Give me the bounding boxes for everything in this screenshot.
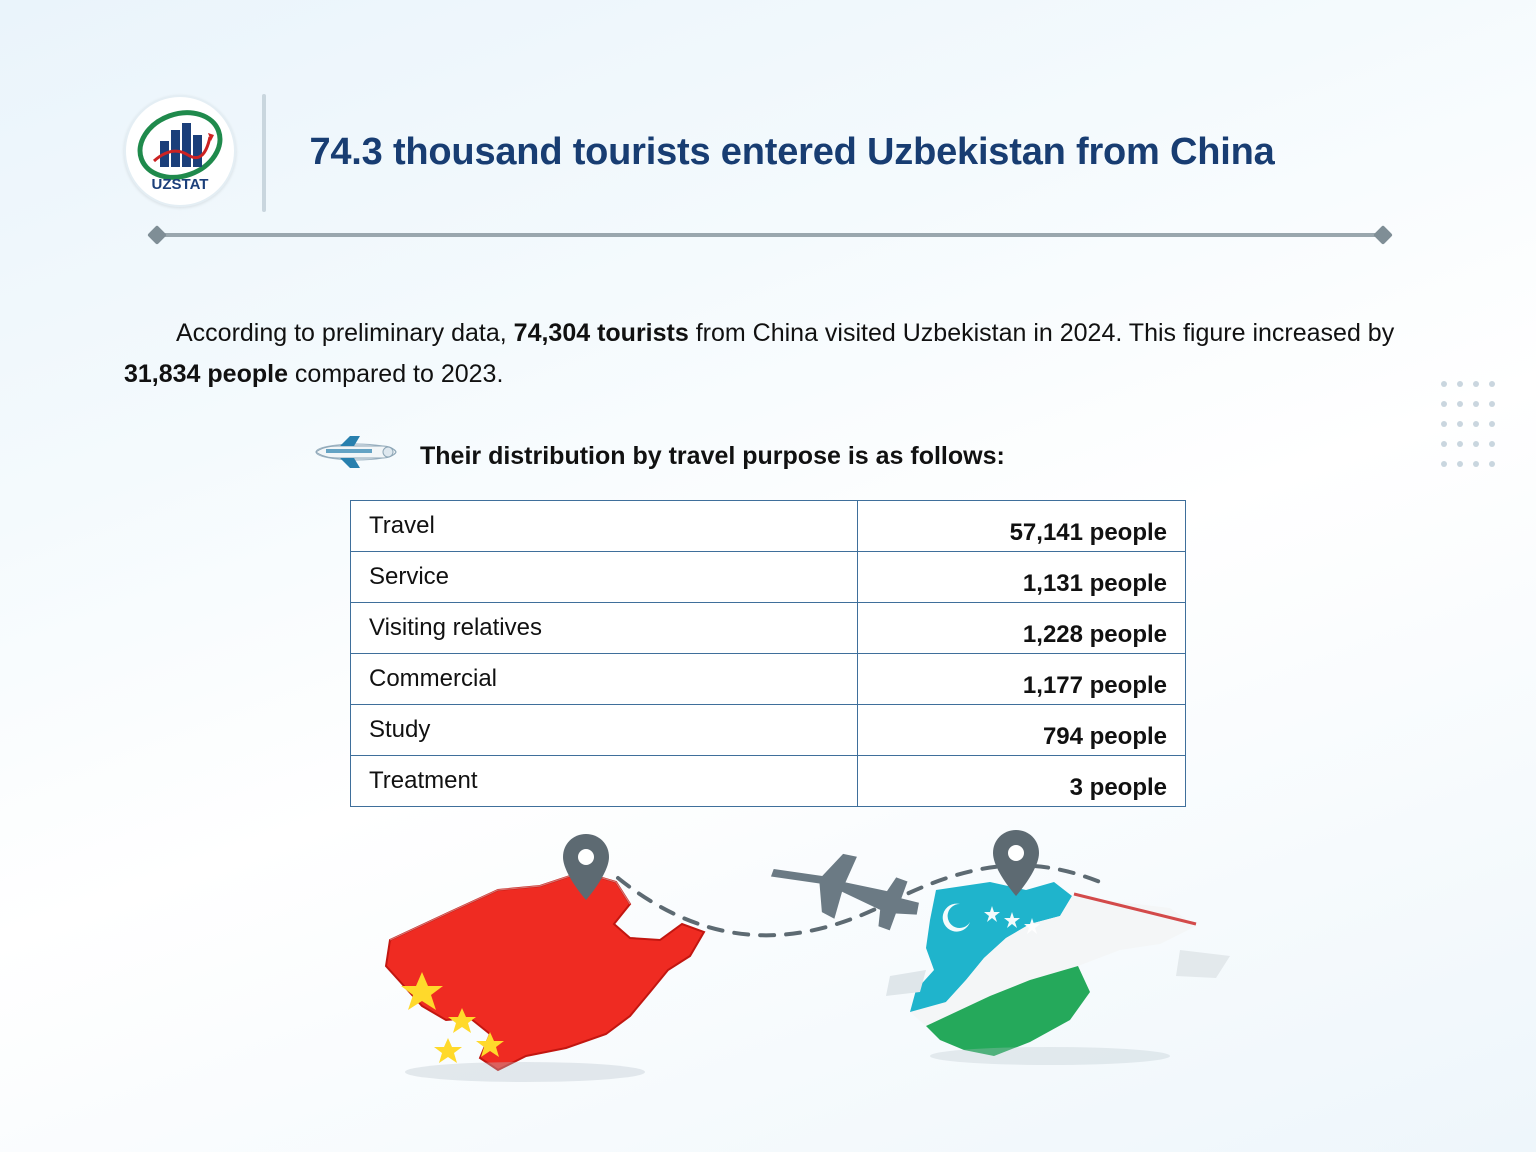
table-row bbox=[351, 552, 1186, 603]
logo-mark bbox=[126, 97, 234, 205]
table-row bbox=[351, 501, 1186, 552]
china-map bbox=[386, 872, 704, 1082]
airplane-icon-glyph bbox=[310, 430, 402, 474]
uzbekistan-map bbox=[886, 882, 1230, 1065]
header-rule bbox=[150, 228, 1390, 242]
row-label: Travel bbox=[351, 501, 858, 552]
intro-paragraph bbox=[124, 313, 1424, 394]
table-row bbox=[351, 756, 1186, 807]
uzstat-logo bbox=[118, 93, 238, 213]
intro-part-1: According to preliminary data, bbox=[176, 319, 514, 347]
row-value: 1,228 people bbox=[858, 603, 1186, 654]
row-value: 794 people bbox=[858, 705, 1186, 756]
rule-line bbox=[158, 233, 1382, 237]
row-value: 1,131 people bbox=[858, 552, 1186, 603]
airplane-icon bbox=[310, 430, 402, 482]
travel-purpose-table bbox=[350, 500, 1186, 807]
row-value: 3 people bbox=[858, 756, 1186, 807]
airplane-route-icon bbox=[765, 831, 929, 944]
row-label: Visiting relatives bbox=[351, 603, 858, 654]
logo-text: UZSTAT bbox=[151, 176, 209, 193]
table-body bbox=[351, 501, 1186, 807]
row-value: 1,177 people bbox=[858, 654, 1186, 705]
china-shape bbox=[386, 872, 704, 1070]
header-divider bbox=[262, 94, 266, 212]
dots-decoration bbox=[1438, 378, 1508, 483]
table-row bbox=[351, 705, 1186, 756]
table-row bbox=[351, 654, 1186, 705]
flight-illustration bbox=[330, 820, 1250, 1120]
intro-bold-1: 74,304 tourists bbox=[513, 319, 689, 347]
table-row bbox=[351, 603, 1186, 654]
rule-diamond-right bbox=[1373, 225, 1393, 245]
intro-part-2: from China visited Uzbekistan in 2024. This figure increased by bbox=[688, 319, 1395, 347]
illustration-svg bbox=[330, 820, 1250, 1120]
subtitle-row bbox=[310, 430, 1005, 482]
row-label: Commercial bbox=[351, 654, 858, 705]
page-header bbox=[118, 88, 1418, 218]
logo-circle bbox=[124, 95, 236, 207]
rule-diamond-left bbox=[147, 225, 167, 245]
page-title: 74.3 thousand tourists entered Uzbekistan from China bbox=[309, 131, 1275, 174]
row-label: Treatment bbox=[351, 756, 858, 807]
intro-part-3: compared to 2023. bbox=[287, 359, 504, 388]
subtitle-text: Their distribution by travel purpose is as follows: bbox=[420, 441, 1005, 470]
row-label: Service bbox=[351, 552, 858, 603]
row-value: 57,141 people bbox=[858, 501, 1186, 552]
row-label: Study bbox=[351, 705, 858, 756]
intro-bold-2: 31,834 people bbox=[124, 359, 288, 388]
